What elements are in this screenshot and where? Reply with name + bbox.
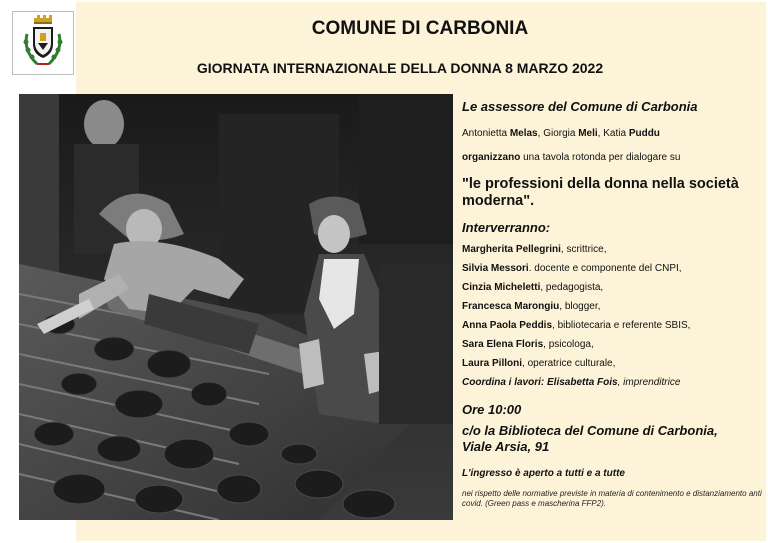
coordinator-line <box>462 377 680 388</box>
coat-of-arms-logo <box>12 11 74 75</box>
page-title: COMUNE DI CARBONIA <box>311 18 529 39</box>
covid-note: nei rispetto delle normative previste in materia di contenimento e distanziamento anti covid. (Green pass e mascherina FFP2). <box>462 489 762 508</box>
organize-verb: organizzano <box>462 152 521 163</box>
coordinator-role: , imprenditrice <box>617 377 681 388</box>
venue-line-1: c/o la Biblioteca del Comune di Carbonia, <box>462 423 718 438</box>
venue-line-2: Viale Arsia, 91 <box>462 439 550 454</box>
assessore-last-name: Puddu <box>628 128 660 139</box>
assessore-last-name: Melas <box>509 128 538 139</box>
speaker-name: Cinzia Micheletti <box>462 282 541 293</box>
separator: , <box>597 128 604 139</box>
speaker-name: Francesca Marongiu <box>462 301 560 312</box>
event-time: Ore 10:00 <box>462 402 522 417</box>
speaker-name: Margherita Pellegrini <box>462 244 561 255</box>
separator: , <box>537 128 544 139</box>
speaker-item <box>462 358 615 369</box>
historical-photo <box>19 94 453 520</box>
access-info: L'ingresso è aperto a tutti e a tutte <box>462 468 625 479</box>
speaker-item <box>462 263 682 274</box>
speaker-role: , operatrice culturale, <box>522 358 616 369</box>
speaker-role: , psicologa, <box>543 339 594 350</box>
speaker-role: , bibliotecaria e referente SBIS, <box>552 320 691 331</box>
coat-of-arms-icon <box>13 12 73 74</box>
assessore-names <box>462 128 660 139</box>
assessore-first-name: Antonietta <box>462 128 508 139</box>
speaker-name: Laura Pilloni <box>462 358 523 369</box>
speakers-heading: Interverranno: <box>462 220 551 235</box>
organize-rest: una tavola rotonda per dialogare su <box>520 152 681 163</box>
speaker-item <box>462 244 606 255</box>
speaker-role: , pedagogista, <box>540 282 604 293</box>
speaker-item <box>462 301 600 312</box>
speaker-item <box>462 320 690 331</box>
women-sorting-coal-image <box>19 94 453 520</box>
assessore-first-name: Katia <box>603 128 627 139</box>
speaker-role: . docente e componente del CNPI, <box>528 263 682 274</box>
speaker-item <box>462 339 594 350</box>
speaker-name: Anna Paola Peddis <box>462 320 553 331</box>
topic-title: "le professioni della donna nella società moderna". <box>462 176 739 209</box>
assessore-last-name: Meli <box>578 128 598 139</box>
speaker-role: , scrittrice, <box>560 244 607 255</box>
speaker-name: Sara Elena Floris <box>462 339 544 350</box>
speaker-role: , blogger, <box>559 301 601 312</box>
speaker-item <box>462 282 603 293</box>
speaker-name: Silvia Messori <box>462 263 529 274</box>
coordinator-name: Coordina i lavori: Elisabetta Fois <box>462 377 618 388</box>
organize-line <box>462 152 680 163</box>
assessore-heading: Le assessore del Comune di Carbonia <box>462 99 698 114</box>
assessore-first-name: Giorgia <box>543 128 576 139</box>
event-subtitle: GIORNATA INTERNAZIONALE DELLA DONNA 8 MARZO 2022 <box>196 60 604 76</box>
